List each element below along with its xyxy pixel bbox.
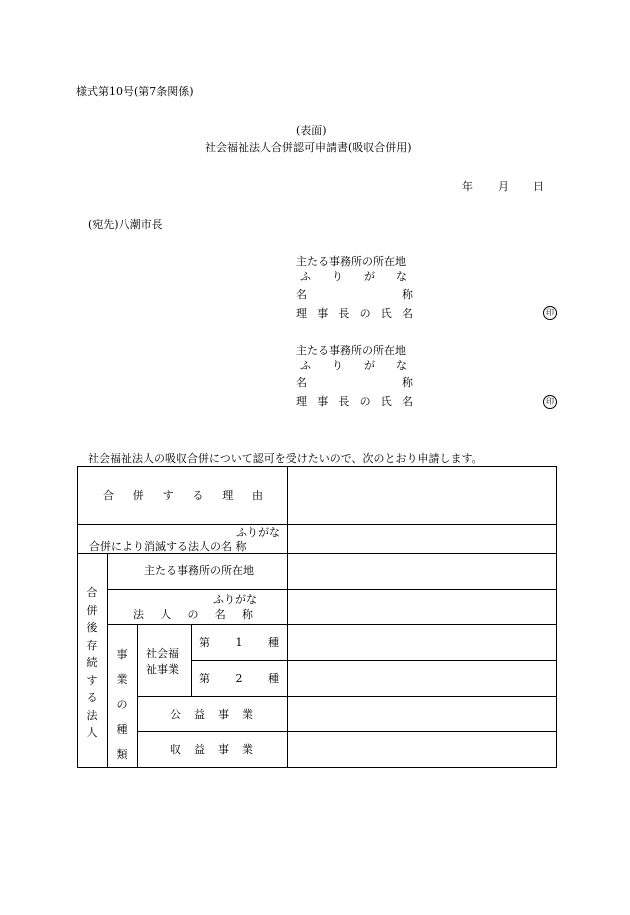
type2-field[interactable] xyxy=(289,662,555,695)
office-location-label: 主たる事務所の所在地 xyxy=(296,344,406,357)
form-title: 社会福祉法人合併認可申請書(吸収合併用) xyxy=(205,141,412,154)
dissolved-corp-name-label: 合併により消滅する法人の名 称 xyxy=(89,540,247,553)
chairman-name-label: 理 事 長 の 氏 名 xyxy=(296,307,413,320)
name-label: 名 称 xyxy=(296,376,413,389)
business-types-label: 事業の種類 xyxy=(116,648,128,761)
merger-reason-field[interactable] xyxy=(289,468,555,523)
chairman-name-label: 理 事 長 の 氏 名 xyxy=(296,395,413,408)
corp-name-label: 法 人 の 名 称 xyxy=(133,608,253,621)
dissolved-furigana-label: ふりがな xyxy=(236,526,280,539)
corp-furigana-label: ふりがな xyxy=(213,593,257,606)
form-number: 様式第10号(第7条関係) xyxy=(76,85,194,98)
public-interest-business-field[interactable] xyxy=(289,698,555,730)
office-location-label: 主たる事務所の所在地 xyxy=(144,564,254,577)
welfare-business-label: 社会福 祉事業 xyxy=(146,647,179,676)
form-side-label: (表面) xyxy=(296,124,327,137)
type1-field[interactable] xyxy=(289,626,555,659)
profit-business-label: 収 益 事 業 xyxy=(170,743,253,756)
type1-label: 第 1 種 xyxy=(199,636,279,649)
date-year: 年 xyxy=(462,180,473,193)
furigana-label: ふ り が な xyxy=(300,359,407,372)
furigana-label: ふ り が な xyxy=(300,270,407,283)
corp-name-field[interactable] xyxy=(289,591,555,623)
type2-label: 第 2 種 xyxy=(199,672,279,685)
dissolved-corp-name-field[interactable] xyxy=(289,526,555,552)
office-location-field[interactable] xyxy=(289,555,555,588)
name-label: 名 称 xyxy=(296,288,413,301)
public-interest-business-label: 公 益 事 業 xyxy=(170,708,253,721)
seal-mark-icon: 印 xyxy=(543,306,557,320)
date-month: 月 xyxy=(498,180,509,193)
addressee: (宛先)八潮市長 xyxy=(88,218,163,231)
date-day: 日 xyxy=(533,180,544,193)
seal-mark-icon: 印 xyxy=(543,395,557,409)
office-location-label: 主たる事務所の所在地 xyxy=(296,255,406,268)
profit-business-field[interactable] xyxy=(289,733,555,767)
surviving-corp-label: 合併後存続する法人 xyxy=(86,586,98,739)
merger-reason-label: 合 併 す る 理 由 xyxy=(103,489,263,502)
application-statement: 社会福祉法人の吸収合併について認可を受けたいので、次のとおり申請します。 xyxy=(88,452,483,465)
